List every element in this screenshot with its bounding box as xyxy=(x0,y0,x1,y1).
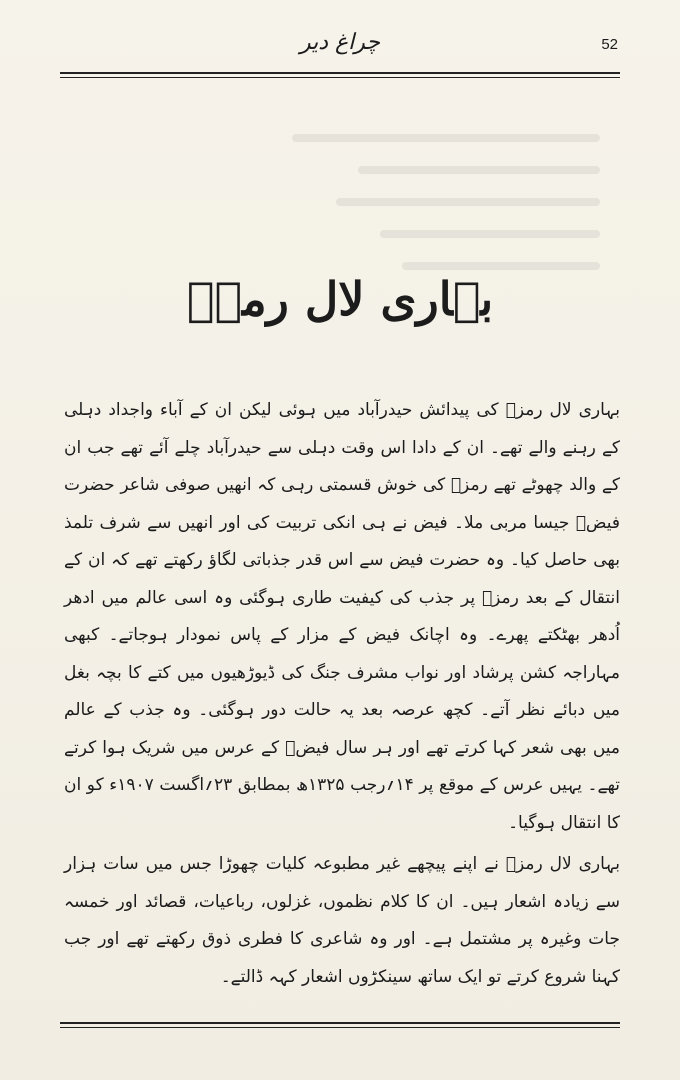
footer-rule xyxy=(60,1022,620,1028)
chapter-title: بہاری لال رمزؔ xyxy=(186,272,494,326)
body-text xyxy=(64,392,620,996)
paragraph-1: بہاری لال رمزؔ کی پیدائش حیدرآباد میں ہوئی لیکن ان کے آباء واجداد دہلی کے رہنے والے تھے۔ ان کے دادا اس وقت دہلی سے حیدرآباد چلے آئے تھے جب ان کے والد چھوٹے تھے رمزؔ کی خوش قسمتی رہی کہ انھیں صوفی شاعر حضرت فیضؔ جیسا مربی ملا۔ فیض نے ہی انکی تربیت کی اور انھیں سے شرف تلمذ بھی حاصل کیا۔ وہ حضرت فیض سے اس قدر جذباتی لگاؤ رکھتے تھے کہ ان کے انتقال کے بعد رمزؔ پر جذب کی کیفیت طاری ہوگئی وہ اسی عالم میں ادھر اُدھر بھٹکتے پھرے۔ وہ اچانک فیض کے مزار کے پاس نمودار ہوجاتے۔ کبھی مہاراجہ کشن پرشاد اور نواب مشرف جنگ کی ڈیوڑھیوں میں کتے کا بچہ بغل میں دبائے نظر آتے۔ کچھ عرصہ بعد یہ حالت دور ہوگئی۔ وہ جذب کے عالم میں بھی شعر کہا کرتے تھے اور ہر سال فیضؔ کے عرس میں شریک ہوا کرتے تھے۔ یہیں عرس کے موقع پر ۱۴؍رجب ۱۳۲۵ھ بمطابق ۲۳؍اگست ۱۹۰۷ء کو ان کا انتقال ہوگیا۔ xyxy=(64,400,621,833)
header-rule xyxy=(60,72,620,78)
page-number: 52 xyxy=(601,36,618,53)
paragraph-2: بہاری لال رمزؔ نے اپنے پیچھے غیر مطبوعہ کلیات چھوڑا جس میں سات ہزار سے زیادہ اشعار ہیں۔ ان کا کلام نظموں، غزلوں، رباعیات، قصائد اور خمسہ جات وغیرہ پر مشتمل ہے۔ اور وہ شاعری کا فطری ذوق رکھتے تھے اور جب کہنا شروع کرتے تو ایک ساتھ سینکڑوں اشعار کہہ ڈالتے۔ xyxy=(64,854,620,987)
running-title: چراغ دیر xyxy=(299,30,381,55)
